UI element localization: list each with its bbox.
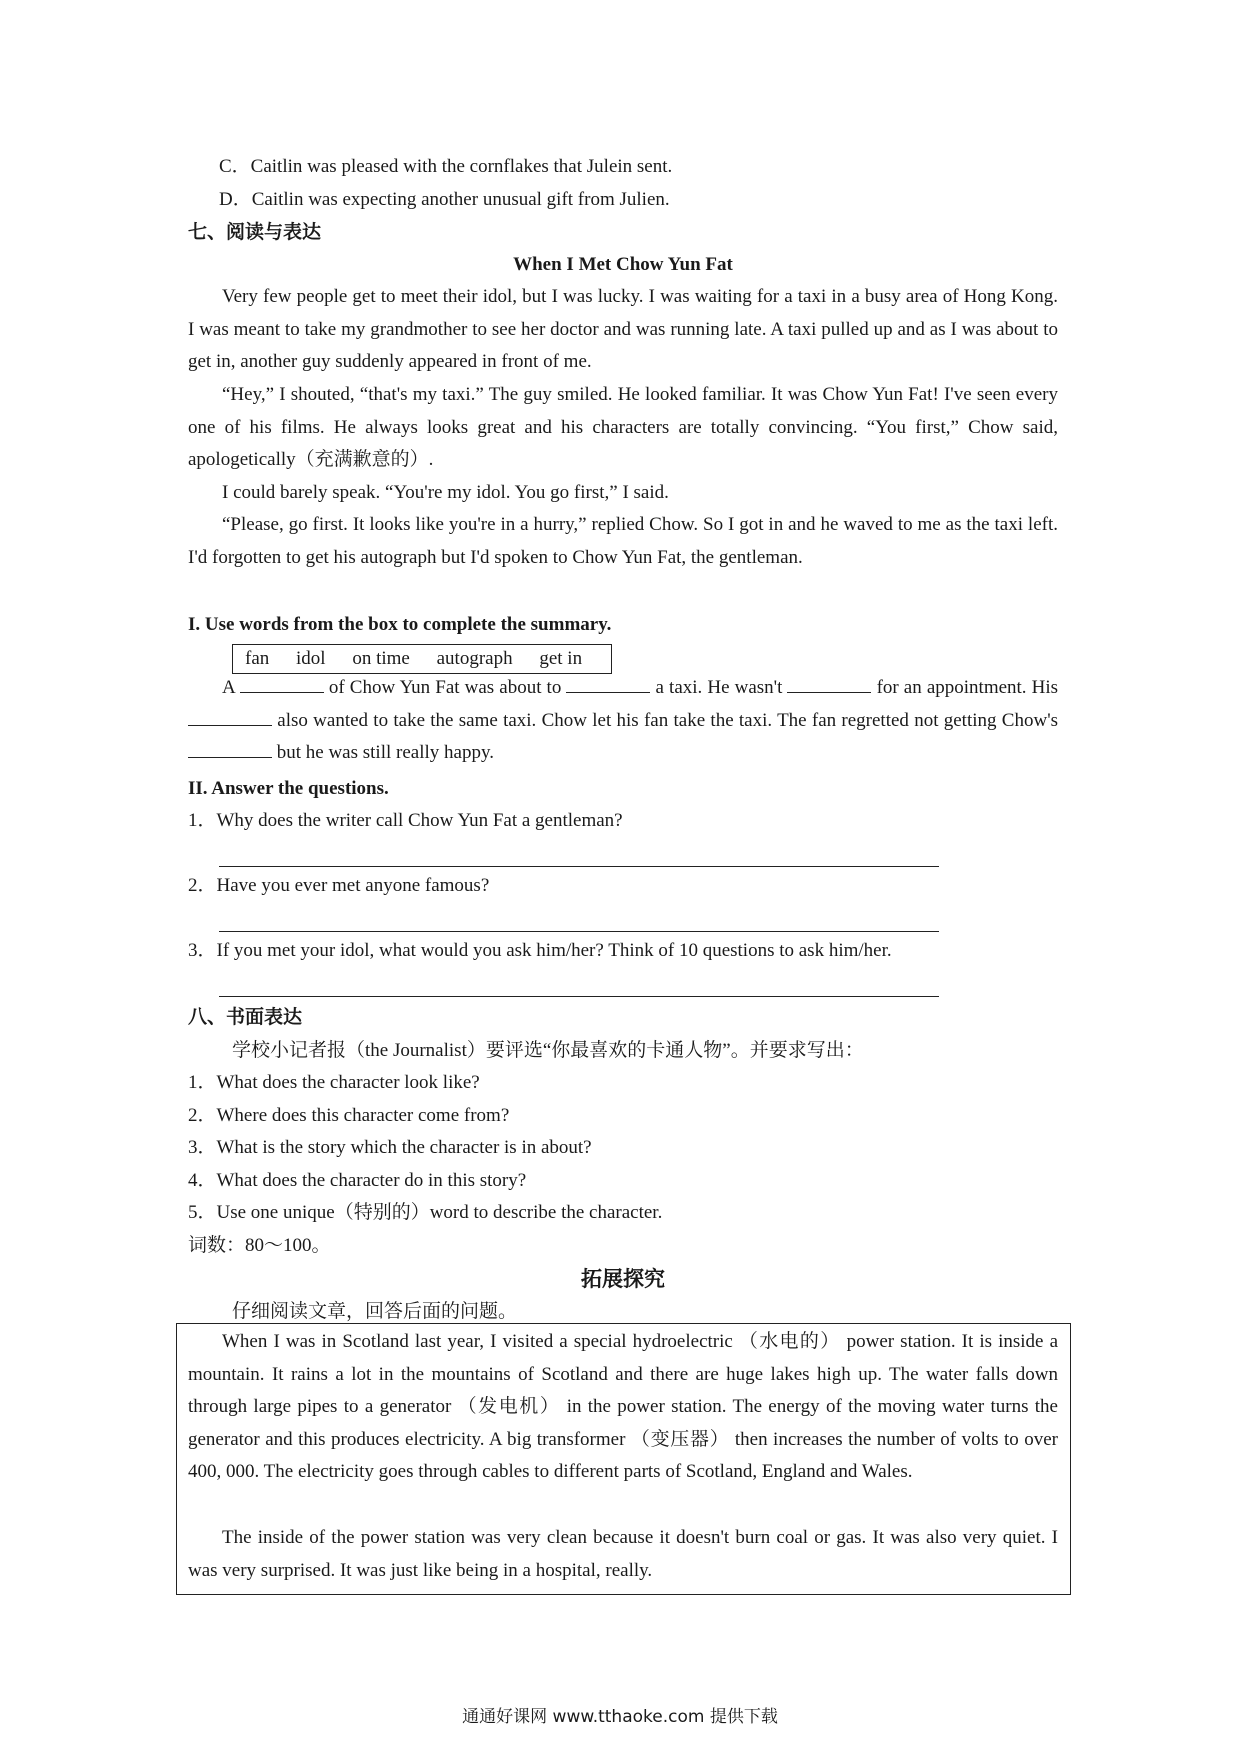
summary-blank-2[interactable] (566, 674, 650, 693)
part2-instruction: II. Answer the questions. (188, 778, 389, 799)
answer-line-3[interactable] (219, 996, 939, 997)
passage-paragraph-2: The inside of the power station was very clean because it doesn't burn coal or gas. It was also very quiet. I was very surprised. It was just like being in a hospital, really. (188, 1527, 1058, 1581)
article-paragraph-2: “Hey,” I shouted, “that's my taxi.” The guy smiled. He looked familiar. It was Chow Yun Fat! I've seen every one of his films. He always looks great and his characters are totally convincing. “You first,” Chow said, apologetically（充满歉意的）. (188, 384, 1058, 471)
section8-intro: 学校小记者报（the Journalist）要评选“你最喜欢的卡通人物”。并要求写出： (232, 1040, 864, 1061)
answer-line-2[interactable] (219, 931, 939, 932)
word-box-item: on time (352, 648, 410, 669)
summary-paragraph (188, 672, 1058, 770)
footer: 通通好课网 www.tthaoke.com 提供下载 (462, 1707, 778, 1727)
article-paragraph-4: “Please, go first. It looks like you're in a hurry,” replied Chow. So I got in and he waved to me as the taxi left. I'd forgotten to get his autograph but I'd spoken to Chow Yun Fat, the gentleman. (188, 514, 1058, 568)
extension-intro: 仔细阅读文章，回答后面的问题。 (232, 1301, 518, 1322)
section8-item-5: 5．Use one unique（特别的）word to describe the character. (188, 1202, 663, 1223)
summary-blank-1[interactable] (240, 674, 324, 693)
word-box-item: idol (296, 648, 326, 669)
extension-title: 拓展探究 (581, 1267, 665, 1291)
passage-paragraph-1: When I was in Scotland last year, I visited a special hydroelectric （水电的） power station. It is inside a mountain. It rains a lot in the mountains of Scotland and there are huge lakes high up. The water falls down through large pipes to a generator （发电机） in the power station. The energy of the moving water turns the generator and this produces electricity. A big transformer （变压器） then increases the number of volts to over 400, 000. The electricity goes through cables to different parts of Scotland, England and Wales. (188, 1331, 1058, 1483)
summary-text: for an appointment. His (876, 677, 1059, 698)
summary-text: but he was still really happy. (276, 742, 494, 764)
question-2: 2．Have you ever met anyone famous? (188, 875, 490, 896)
question-1: 1．Why does the writer call Chow Yun Fat a gentleman? (188, 810, 623, 831)
word-box-item: autograph (436, 648, 513, 669)
section8-item-2: 2．Where does this character come from? (188, 1105, 510, 1126)
summary-text: also wanted to take the same taxi. Chow let his fan take the taxi. The fan regretted not getting Chow's (277, 709, 1059, 731)
word-box (232, 644, 612, 674)
section8-heading: 八、书面表达 (188, 1006, 303, 1028)
section7-heading: 七、阅读与表达 (188, 221, 322, 243)
option-c: C．Caitlin was pleased with the cornflakes that Julein sent. (219, 156, 673, 177)
word-count: 词数：80～100。 (188, 1235, 331, 1256)
summary-blank-5[interactable] (188, 739, 272, 758)
summary-blank-3[interactable] (787, 674, 871, 693)
part1-instruction: I. Use words from the box to complete the summary. (188, 614, 612, 635)
summary-text: a taxi. He wasn't (655, 677, 783, 698)
section8-item-3: 3．What is the story which the character is in about? (188, 1137, 592, 1158)
question-3: 3．If you met your idol, what would you ask him/her? Think of 10 questions to ask him/her. (188, 940, 892, 961)
article-title: When I Met Chow Yun Fat (513, 254, 733, 275)
summary-text: of Chow Yun Fat was about to (328, 677, 562, 698)
word-box-item: get in (539, 648, 583, 669)
article-paragraph-3: I could barely speak. “You're my idol. You go first,” I said. (222, 482, 669, 503)
summary-blank-4[interactable] (188, 707, 272, 726)
section8-item-1: 1．What does the character look like? (188, 1072, 480, 1093)
word-box-item: fan (245, 648, 270, 669)
option-d: D．Caitlin was expecting another unusual gift from Julien. (219, 189, 670, 210)
summary-text: A (222, 677, 235, 698)
article-paragraph-1: Very few people get to meet their idol, but I was lucky. I was waiting for a taxi in a busy area of Hong Kong. I was meant to take my grandmother to see her doctor and was running late. A taxi pulled up and as I was about to get in, another guy suddenly appeared in front of me. (188, 286, 1058, 373)
section8-item-4: 4．What does the character do in this story? (188, 1170, 527, 1191)
answer-line-1[interactable] (219, 866, 939, 867)
